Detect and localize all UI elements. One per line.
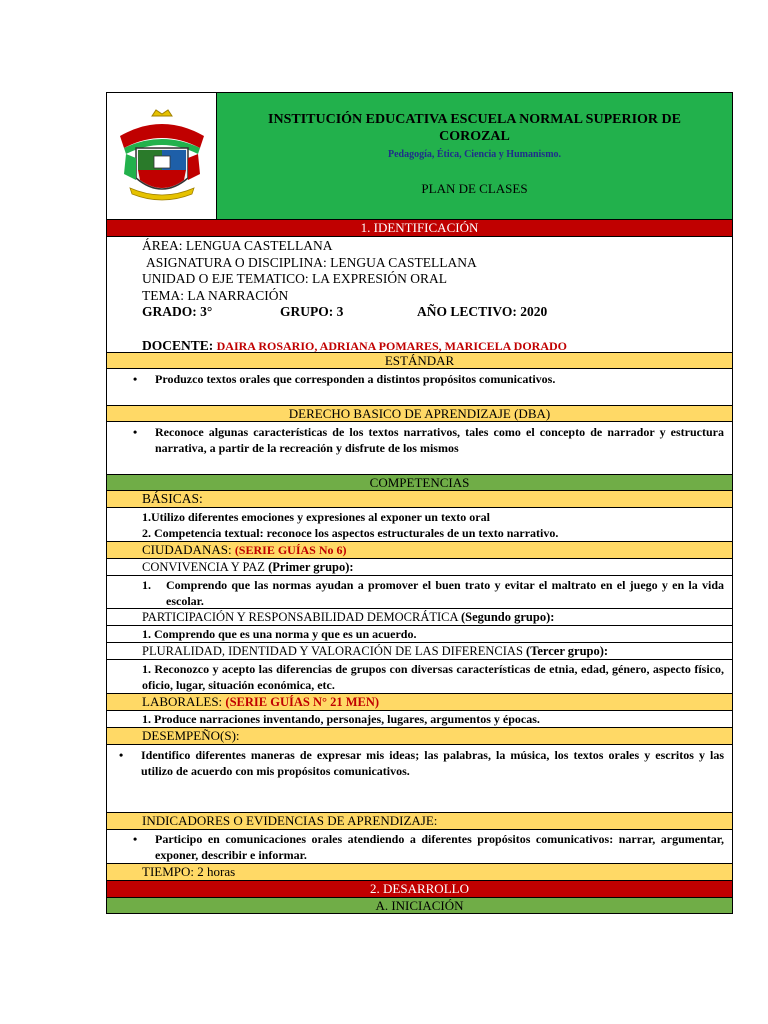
basicas-label: BÁSICAS: bbox=[107, 490, 732, 507]
desempeno-block bbox=[107, 744, 732, 812]
school-crest-icon bbox=[114, 108, 210, 204]
convivencia-item: 1. Comprendo que las normas ayudan a promover el buen trato y evitar el maltrato en el juego y en la vida escolar. bbox=[142, 578, 724, 608]
bullet-icon: • bbox=[119, 748, 124, 762]
laborales-item: 1. Produce narraciones inventando, personajes, lugares, argumentos y épocas. bbox=[107, 710, 732, 727]
estandar-heading: ESTÁNDAR bbox=[107, 352, 732, 368]
desarrollo-heading: 2. DESARROLLO bbox=[107, 880, 732, 897]
basicas-block bbox=[107, 507, 732, 541]
ciudadanas-serie: (SERIE GUÍAS No 6) bbox=[234, 543, 347, 557]
basicas-item-1: 1.Utilizo diferentes emociones y expresiones al exponer un texto oral bbox=[142, 510, 490, 524]
anio-lectivo-value: AÑO LECTIVO: 2020 bbox=[417, 304, 548, 319]
convivencia-block bbox=[107, 575, 732, 608]
docente-names: DAIRA ROSARIO, ADRIANA POMARES, MARICELA DORADO bbox=[216, 338, 568, 353]
participacion-label: PARTICIPACIÓN Y RESPONSABILIDAD DEMOCRÁTICA bbox=[142, 610, 458, 624]
bullet-icon: • bbox=[133, 832, 138, 846]
laborales-label: LABORALES: bbox=[142, 694, 223, 709]
convivencia-label: CONVIVENCIA Y PAZ bbox=[142, 560, 265, 574]
laborales-row bbox=[107, 693, 732, 710]
document-title: PLAN DE CLASES bbox=[421, 181, 528, 196]
participacion-group: (Segundo grupo): bbox=[460, 610, 555, 624]
estandar-block bbox=[107, 368, 732, 405]
indicadores-item: • Participo en comunicaciones orales atendiendo a diferentes propósitos comunicativos: narrar, argumentar, exponer, describir e informar. bbox=[133, 832, 724, 862]
convivencia-row bbox=[107, 558, 732, 575]
institution-name: INSTITUCIÓN EDUCATIVA ESCUELA NORMAL SUPERIOR DE COROZAL bbox=[268, 112, 681, 144]
indicadores-block bbox=[107, 829, 732, 863]
tiempo-row: TIEMPO: 2 horas bbox=[107, 863, 732, 880]
participacion-item: 1. Comprendo que es una norma y que es un acuerdo. bbox=[107, 625, 732, 642]
docente-label: DOCENTE: bbox=[142, 337, 214, 353]
header-row bbox=[107, 93, 732, 219]
participacion-row bbox=[107, 608, 732, 625]
asignatura-line: ASIGNATURA O DISCIPLINA: LENGUA CASTELLANA bbox=[146, 254, 477, 270]
school-logo bbox=[107, 93, 217, 219]
grupo-value: GRUPO: 3 bbox=[280, 304, 344, 319]
bullet-icon: • bbox=[133, 425, 138, 439]
grado-grupo-line bbox=[142, 304, 732, 321]
area-line: ÁREA: LENGUA CASTELLANA bbox=[142, 238, 333, 253]
basicas-item-2: 2. Competencia textual: reconoce los aspectos estructurales de un texto narrativo. bbox=[142, 526, 559, 540]
grado-value: GRADO: 3° bbox=[142, 304, 213, 319]
convivencia-group: (Primer grupo): bbox=[268, 560, 354, 574]
identificacion-block bbox=[107, 236, 732, 352]
lesson-plan-table bbox=[106, 92, 733, 914]
pluralidad-label: PLURALIDAD, IDENTIDAD Y VALORACIÓN DE LAS DIFERENCIAS bbox=[142, 644, 523, 658]
dba-item: • Reconoce algunas características de los textos narrativos, tales como el concepto de narrador y estructura narrativa, a partir de la recreación y disfrute de los mismos bbox=[133, 425, 724, 455]
dba-block bbox=[107, 421, 732, 474]
identificacion-heading: 1. IDENTIFICACIÓN bbox=[107, 219, 732, 236]
iniciacion-heading: A. INICIACIÓN bbox=[107, 897, 732, 913]
desempeno-item: • Identifico diferentes maneras de expresar mis ideas; las palabras, la música, los textos orales y escritos y las utilizo de acuerdo con mis propósitos comunicativos. bbox=[119, 748, 724, 778]
ciudadanas-row bbox=[107, 541, 732, 558]
desempeno-heading: DESEMPEÑO(S): bbox=[107, 727, 732, 744]
dba-heading: DERECHO BASICO DE APRENDIZAJE (DBA) bbox=[107, 405, 732, 421]
indicadores-heading: INDICADORES O EVIDENCIAS DE APRENDIZAJE: bbox=[107, 812, 732, 829]
pluralidad-item: 1. Reconozco y acepto las diferencias de grupos con diversas características de etnia, edad, género, aspecto físico, oficio, lugar, situación económica, etc. bbox=[107, 659, 732, 693]
competencias-heading: COMPETENCIAS bbox=[107, 474, 732, 490]
bullet-icon: • bbox=[133, 372, 138, 386]
unidad-line: UNIDAD O EJE TEMATICO: LA EXPRESIÓN ORAL bbox=[142, 271, 447, 286]
ciudadanas-label: CIUDADANAS: bbox=[142, 542, 232, 557]
pluralidad-group: (Tercer grupo): bbox=[526, 644, 609, 658]
pluralidad-row bbox=[107, 642, 732, 659]
tema-line: TEMA: LA NARRACIÓN bbox=[142, 287, 289, 303]
institution-motto: Pedagogía, Ética, Ciencia y Humanismo. bbox=[387, 149, 562, 160]
estandar-item: • Produzco textos orales que corresponden a distintos propósitos comunicativos. bbox=[133, 372, 556, 386]
laborales-serie: (SERIE GUÍAS N° 21 MEN) bbox=[225, 695, 380, 709]
header-title-cell bbox=[217, 93, 732, 219]
